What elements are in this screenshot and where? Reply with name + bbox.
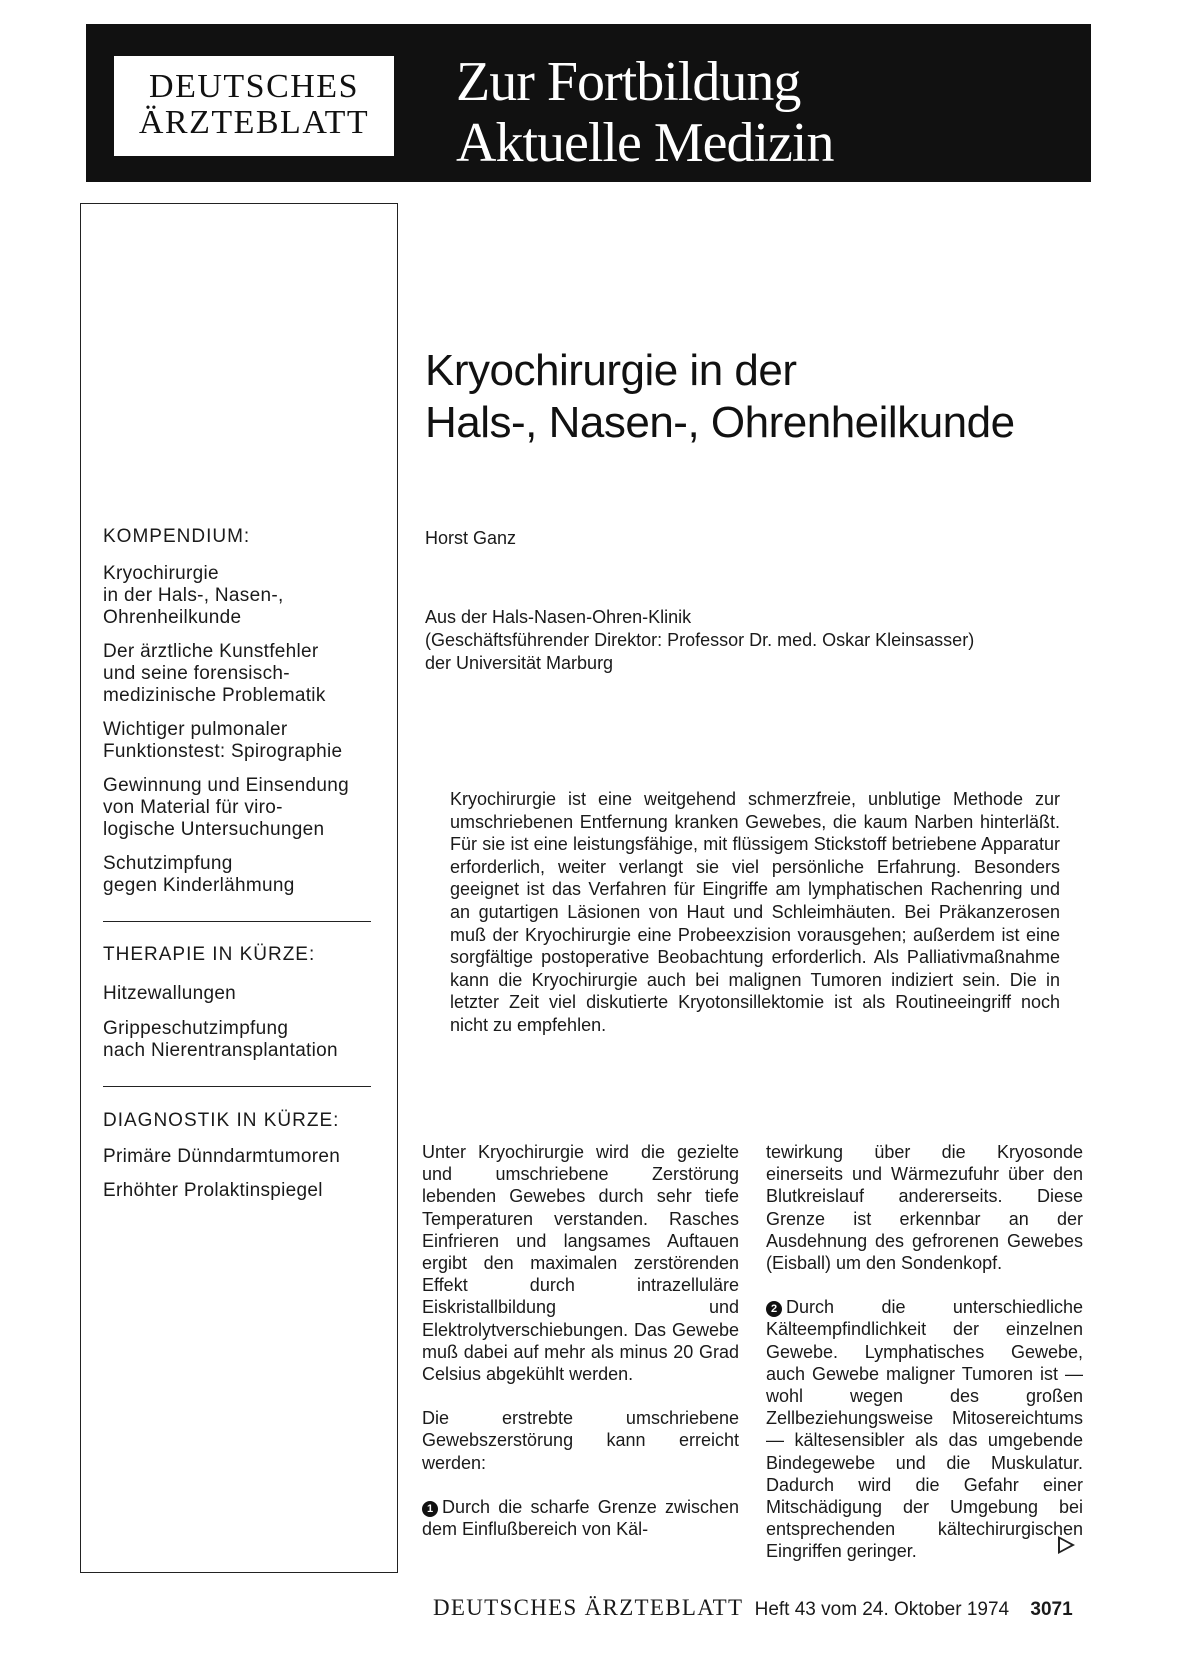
author-name: Horst Ganz — [425, 528, 517, 548]
page-footer — [433, 1595, 1073, 1621]
abstract: Kryochirurgie ist eine weitgehend schmerzfreie, unblutige Methode zur umschriebenen Entfernung kranken Gewebes, die kaum Narben hinterläßt. Für sie ist eine leistungsfähige, mit flüssigem Stickstoff betriebene Apparatur erforderlich, weiter verlangt sie viel persönliche Erfahrung. Besonders geeignet ist das Verfahren für Eingriffe am lymphatischen Rachenring und an gutartigen Läsionen von Haut und Schleimhäuten. Bei Präkanzerosen muß der Kryochirurgie eine Probeexzision vorausgehen; außerdem ist eine sorgfältige postoperative Beobachtung erforderlich. Als Palliativmaßnahme kann die Kryochirurgie auch bei malignen Tumoren indiziert sein. Die in letzter Zeit viel diskutierte Kryotonsillektomie ist als Routineeingriff noch nicht zu empfehlen. — [450, 789, 1060, 1035]
affiliation-line: der Universität Marburg — [425, 653, 614, 673]
section-title-line-1: Zur Fortbildung — [456, 51, 801, 113]
kompendium-item-1 — [103, 563, 393, 629]
number-2-bullet-icon: 2 — [766, 1301, 782, 1317]
kompendium-item-4 — [103, 775, 393, 841]
body-paragraph: Die erstrebte umschriebene Gewebszerstörung kann erreicht werden: — [422, 1408, 739, 1473]
logo-line-1: DEUTSCHES — [149, 68, 359, 105]
body-paragraph: Unter Kryochirurgie wird die gezielte und umschriebene Zerstörung lebenden Gewebes durch sehr tiefe Temperaturen verstanden. Rasches Einfrieren und langsames Auftauen ergibt den maximalen zerstörenden Effekt durch intrazelluläre Eiskristallbildung und Elektrolytverschiebungen. Das Gewebe muß dabei auf mehr als minus 20 Grad Celsius abgekühlt werden. — [422, 1142, 739, 1385]
item-line: Wichtiger pulmonaler — [103, 719, 288, 740]
bullet-text: Durch die scharfe Grenze zwischen dem Einflußbereich von Käl- — [422, 1496, 739, 1540]
page-number: 3071 — [1030, 1599, 1073, 1620]
item-line: nach Nierentransplantation — [103, 1040, 338, 1061]
item-line: in der Hals-, Nasen-, — [103, 585, 284, 606]
item-line: gegen Kinderlähmung — [103, 875, 295, 896]
kompendium-item-3 — [103, 719, 393, 763]
footer-journal-name: DEUTSCHES ÄRZTEBLATT — [433, 1595, 744, 1620]
sidebar-divider — [103, 921, 371, 922]
item-line: und seine forensisch- — [103, 663, 290, 684]
item-line: Primäre Dünndarmtumoren — [103, 1146, 341, 1167]
kompendium-heading: KOMPENDIUM: — [103, 526, 251, 547]
article-title — [425, 345, 1015, 449]
kompendium-item-2 — [103, 641, 393, 707]
item-line: Erhöhter Prolaktinspiegel — [103, 1180, 323, 1201]
item-line: von Material für viro- — [103, 797, 283, 818]
diagnostik-item-1 — [103, 1146, 393, 1168]
item-line: Funktionstest: Spirographie — [103, 741, 343, 762]
section-title-line-2: Aktuelle Medizin — [456, 112, 834, 174]
body-column-2 — [766, 1141, 1083, 1585]
item-line: Der ärztliche Kunstfehler — [103, 641, 319, 662]
affiliation — [425, 606, 1085, 675]
footer-issue: Heft 43 vom 24. Oktober 1974 — [754, 1599, 1010, 1620]
header-banner — [86, 24, 1091, 182]
number-1-bullet-icon: 1 — [422, 1501, 438, 1517]
item-line: Hitzewallungen — [103, 983, 237, 1004]
logo-line-2: ÄRZTEBLATT — [138, 104, 370, 141]
body-paragraph — [422, 1496, 739, 1540]
therapie-item-2 — [103, 1018, 393, 1062]
journal-logo — [114, 56, 394, 156]
body-column-1 — [422, 1141, 739, 1562]
item-line: logische Untersuchungen — [103, 819, 325, 840]
continue-arrow-icon — [1058, 1536, 1075, 1554]
item-line: Kryochirurgie — [103, 563, 219, 584]
diagnostik-heading: DIAGNOSTIK IN KÜRZE: — [103, 1110, 340, 1131]
item-line: Schutzimpfung — [103, 853, 233, 874]
item-line: Ohrenheilkunde — [103, 607, 242, 628]
sidebar-divider — [103, 1086, 371, 1087]
body-paragraph: tewirkung über die Kryosonde einerseits und Wärmezufuhr über den Blutkreislauf andererseits. Diese Grenze ist erkennbar an der Ausdehnung des gefrorenen Gewebes (Eisball) um den Sondenkopf. — [766, 1142, 1083, 1274]
affiliation-line: Aus der Hals-Nasen-Ohren-Klinik — [425, 607, 692, 627]
item-line: Gewinnung und Einsendung — [103, 775, 349, 796]
therapie-item-1 — [103, 983, 393, 1005]
title-line-1: Kryochirurgie in der — [425, 346, 797, 395]
item-line: Grippeschutzimpfung — [103, 1018, 289, 1039]
bullet-text: Durch die unterschiedliche Kälteempfindlichkeit der einzelnen Gewebe. Lymphatisches Gewebe, auch Gewebe maligner Tumoren ist — wohl wegen des großen Zellbeziehungsweise Mitosereichtums — kältesensibler als das umgebende Bindegewebe und die Muskulatur. Dadurch wird die Gefahr einer Mitschädigung der Umgebung bei entsprechenden kältechirurgischen Eingriffen geringer. — [766, 1297, 1083, 1562]
kompendium-item-5 — [103, 853, 393, 897]
body-paragraph — [766, 1296, 1083, 1562]
title-line-2: Hals-, Nasen-, Ohrenheilkunde — [425, 398, 1015, 447]
therapie-heading: THERAPIE IN KÜRZE: — [103, 944, 316, 965]
diagnostik-item-2 — [103, 1180, 393, 1202]
item-line: medizinische Problematik — [103, 685, 326, 706]
affiliation-line: (Geschäftsführender Direktor: Professor Dr. med. Oskar Kleinsasser) — [425, 630, 975, 650]
